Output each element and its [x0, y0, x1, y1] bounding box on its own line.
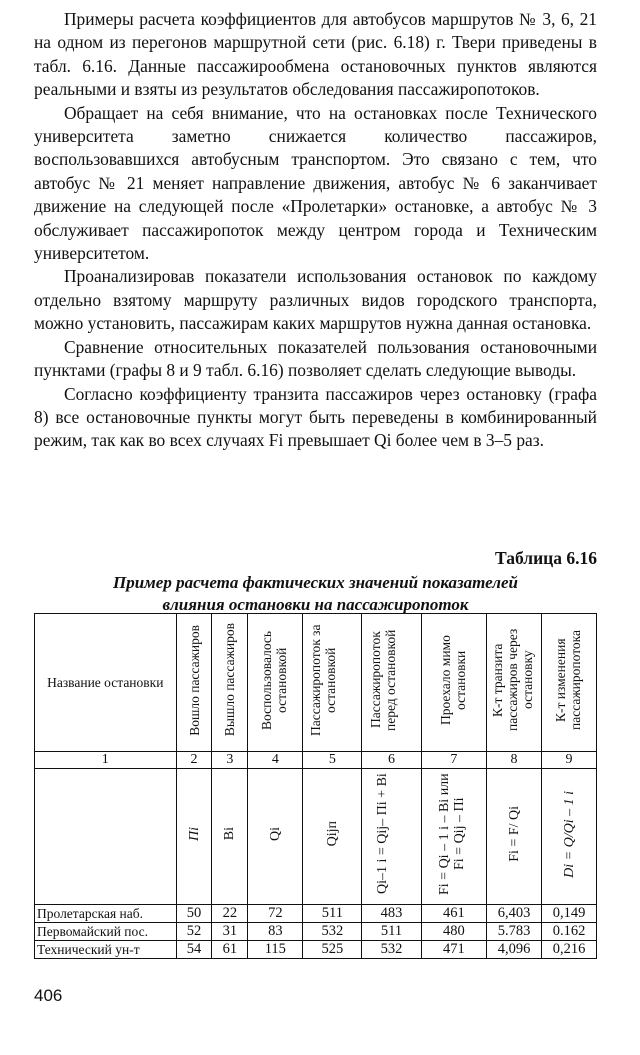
- col-number: 3: [212, 752, 248, 769]
- paragraph-5: Согласно коэффициенту транзита пассажиров через остановку (графа 8) все остановочные пункты могут быть переведены в комбинированный режим, так как во всех случаях Fi превышает Qi более чем в 3–5 раз.: [34, 383, 597, 451]
- table-row: [35, 923, 597, 941]
- symbol-cell: Fi = Qi – 1 i – Bi или Fi = Qij – Пi: [421, 769, 486, 905]
- header-cell-8: К-т транзита пассажиров через остановку: [487, 614, 542, 752]
- stop-name: Первомайский пос.: [35, 923, 177, 941]
- col-number: 7: [421, 752, 486, 769]
- header-cell-2: Вошло пассажиров: [176, 614, 212, 752]
- table-cell: 461: [421, 905, 486, 923]
- table-cell: 0,149: [542, 905, 597, 923]
- table-row: [35, 905, 597, 923]
- header-cell-9: К-т изменения пассажиропотока: [542, 614, 597, 752]
- table-cell: 52: [176, 923, 212, 941]
- col-number: 9: [542, 752, 597, 769]
- symbol-cell: Bi: [212, 769, 248, 905]
- symbol-cell: Di = Q/Qi – 1 i: [542, 769, 597, 905]
- table-caption: [34, 572, 597, 616]
- table-cell: 0,216: [542, 941, 597, 959]
- table-cell: 525: [303, 941, 362, 959]
- table-cell: 61: [212, 941, 248, 959]
- table-cell: 480: [421, 923, 486, 941]
- symbol-cell-empty: [35, 769, 177, 905]
- table-cell: 115: [248, 941, 303, 959]
- table-cell: 50: [176, 905, 212, 923]
- table-cell: 532: [362, 941, 421, 959]
- paragraph-3: Проанализировав показатели использования остановок по каждому отдельно взятому маршруту различных видов городского транспорта, можно установить, пассажирам каких маршрутов нужна данная остановка.: [34, 266, 597, 334]
- col-number: 6: [362, 752, 421, 769]
- symbol-cell: Пi: [176, 769, 212, 905]
- header-cell-name: Название остановки: [35, 614, 177, 752]
- symbol-cell: Qi: [248, 769, 303, 905]
- table-cell: 4,096: [487, 941, 542, 959]
- table-cell: 483: [362, 905, 421, 923]
- col-number: 2: [176, 752, 212, 769]
- page-number: 406: [34, 986, 63, 1005]
- stop-name: Технический ун-т: [35, 941, 177, 959]
- table-cell: 54: [176, 941, 212, 959]
- symbol-cell: Qijп: [303, 769, 362, 905]
- table-caption-line-2: влияния остановки на пассажиропоток: [162, 595, 469, 614]
- paragraph-1: Примеры расчета коэффициентов для автобусов маршрутов № 3, 6, 21 на одном из перегонов маршрутной сети (рис. 6.18) г. Твери приведены в табл. 6.16. Данные пассажирообмена остановочных пунктов являются реальными и взяты из результатов обследования пассажиропотоков.: [34, 9, 597, 100]
- paragraph-2: Обращает на себя внимание, что на остановках после Технического университета заметно снижается количество пассажиров, воспользовавшихся автобусным транспортом. Это связано с тем, что автобус № 21 меняет направление движения, автобус № 6 заканчивает движение на следующей после «Пролетарки» остановке, а автобус № 3 обслуживает пассажиропоток между центром города и Техническим университетом.: [34, 102, 597, 264]
- table-cell: 471: [421, 941, 486, 959]
- col-number: 5: [303, 752, 362, 769]
- symbol-cell: Qi–1 i = Qij– Пi + Bi: [362, 769, 421, 905]
- header-cell-3: Вышло пассажиров: [212, 614, 248, 752]
- col-number: 8: [487, 752, 542, 769]
- col-number: 4: [248, 752, 303, 769]
- table-cell: 5.783: [487, 923, 542, 941]
- table-cell: 0.162: [542, 923, 597, 941]
- header-row: [35, 614, 597, 752]
- symbol-cell: Fi = F/ Qi: [487, 769, 542, 905]
- table-row: [35, 941, 597, 959]
- paragraph-4: Сравнение относительных показателей пользования остановочными пунктами (графы 8 и 9 табл. 6.16) позволяет сделать следующие выводы.: [34, 336, 597, 381]
- table-cell: 532: [303, 923, 362, 941]
- column-number-row: [35, 752, 597, 769]
- header-cell-5: Пассажиропоток за остановкой: [303, 614, 362, 752]
- col-number: 1: [35, 752, 177, 769]
- table-cell: 31: [212, 923, 248, 941]
- table-cell: 511: [303, 905, 362, 923]
- table-number: Таблица 6.16: [494, 548, 597, 568]
- table-cell: 83: [248, 923, 303, 941]
- header-cell-6: Пассажиропоток перед остановкой: [362, 614, 421, 752]
- stop-name: Пролетарская наб.: [35, 905, 177, 923]
- symbol-row: [35, 769, 597, 905]
- body-text: [34, 8, 597, 453]
- table-caption-line-1: Пример расчета фактических значений показателей: [112, 573, 519, 592]
- table-cell: 72: [248, 905, 303, 923]
- table-cell: 6,403: [487, 905, 542, 923]
- table-cell: 22: [212, 905, 248, 923]
- header-cell-7: Проехало мимо остановки: [421, 614, 486, 752]
- data-table: [34, 613, 597, 959]
- table-cell: 511: [362, 923, 421, 941]
- header-cell-4: Воспользовалось остановкой: [248, 614, 303, 752]
